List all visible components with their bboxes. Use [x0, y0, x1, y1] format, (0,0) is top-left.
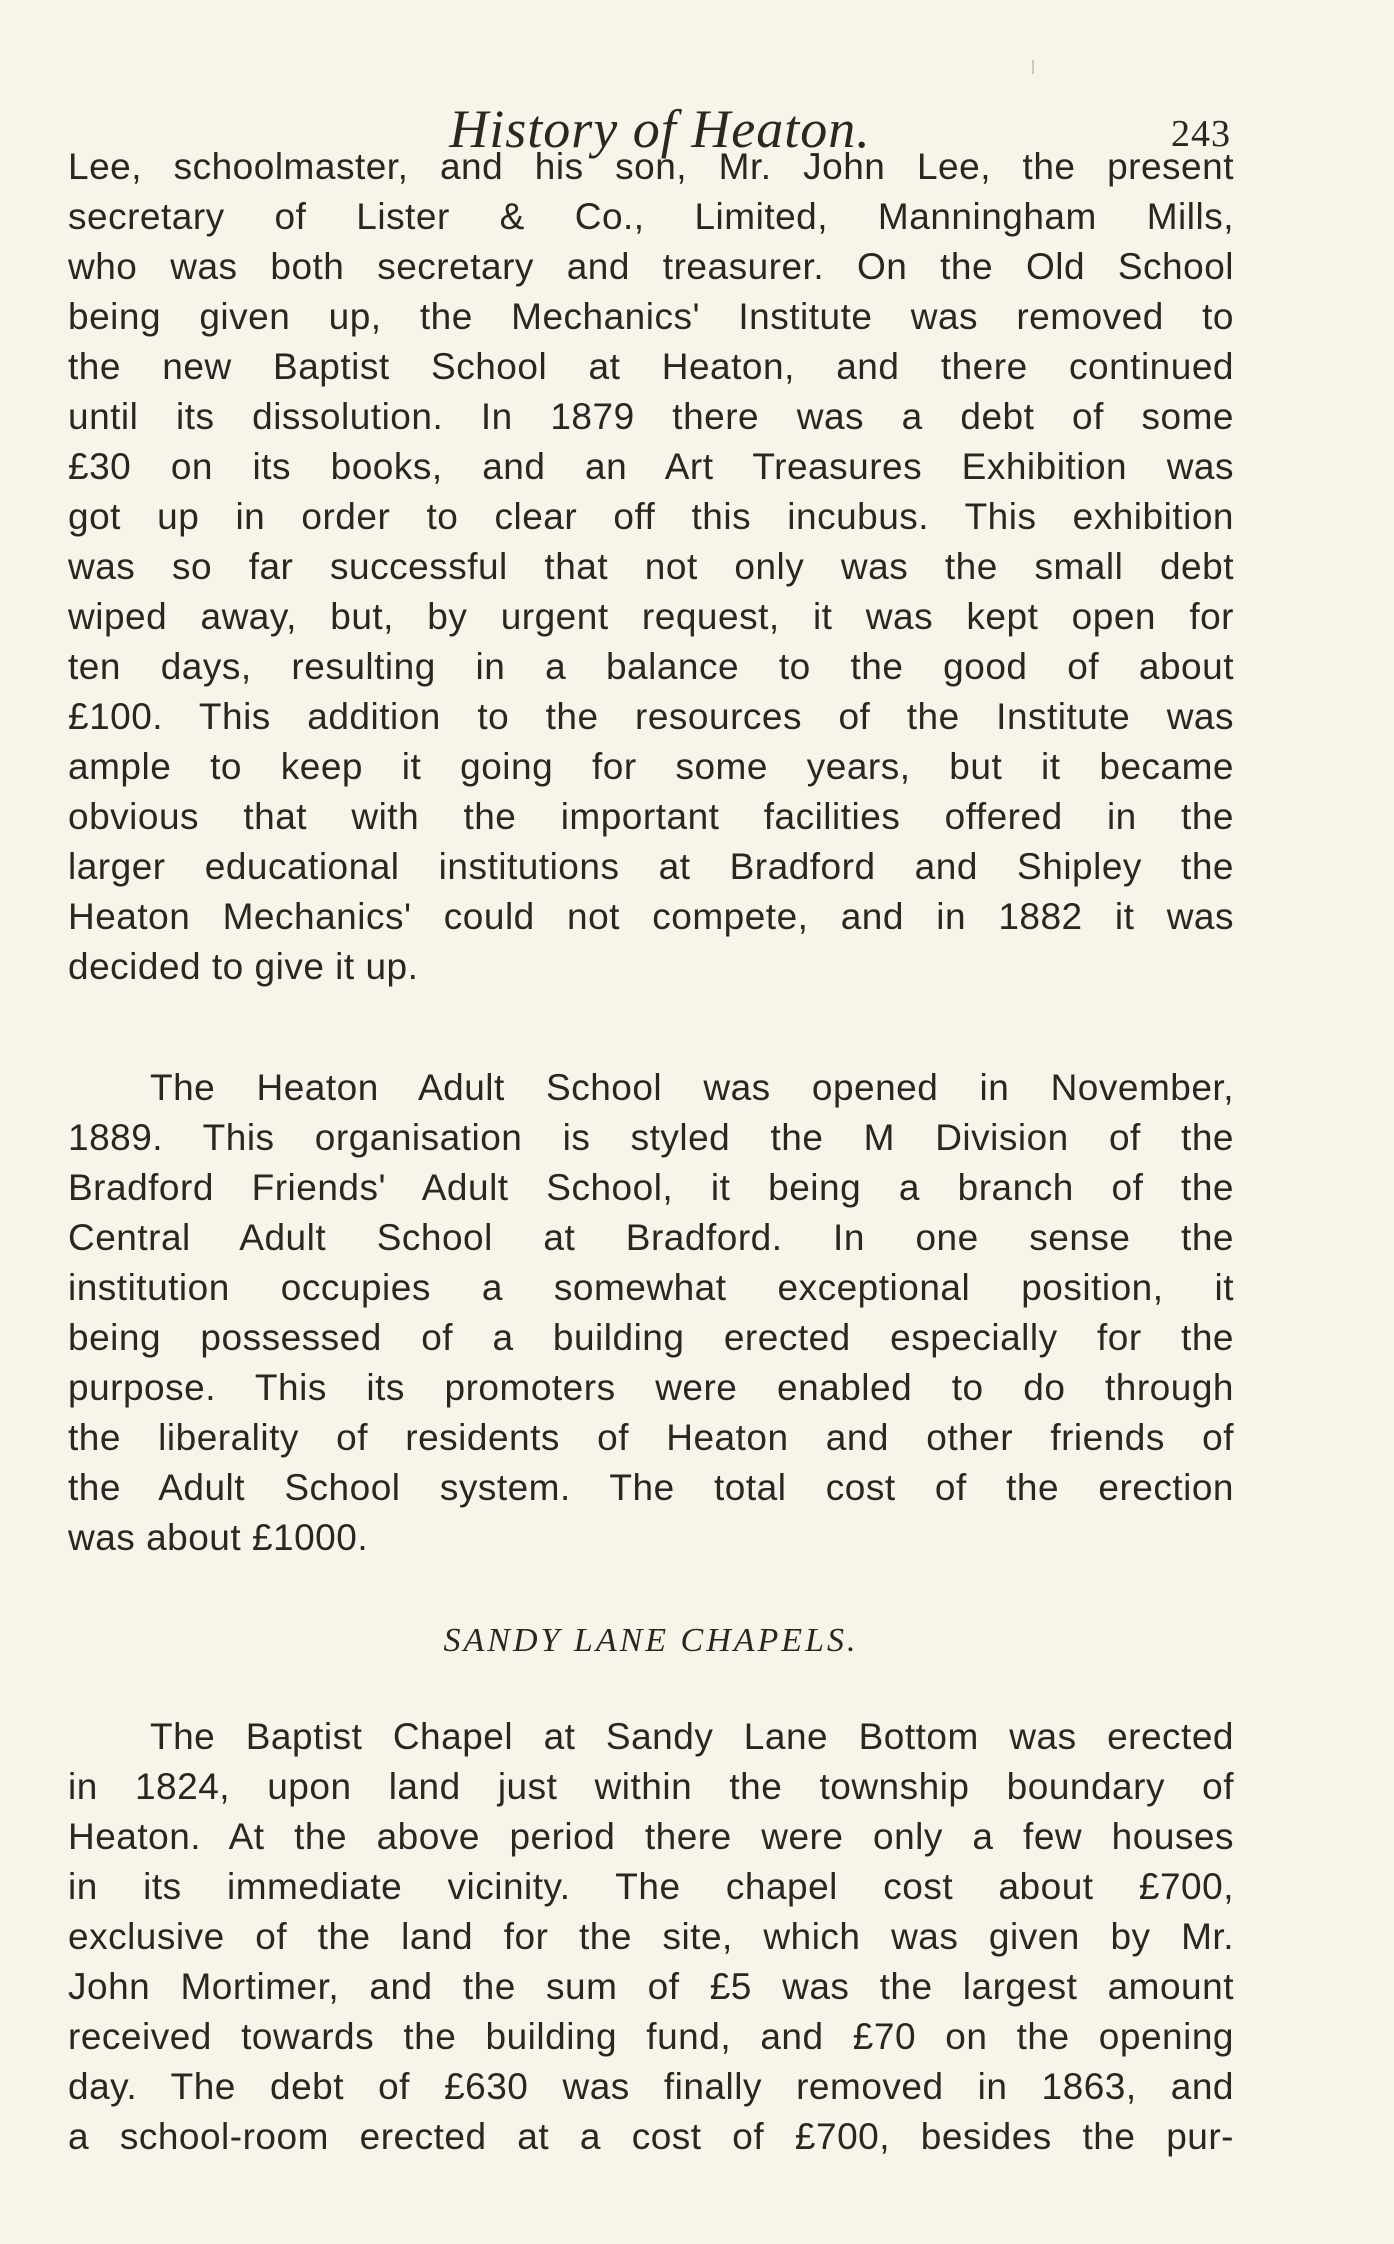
- text-line: a school-room erected at a cost of £700, besides the pur-: [68, 2116, 1234, 2157]
- text-line: obvious that with the important facilities offered in the: [68, 796, 1234, 837]
- paragraph-mechanics-institute: [68, 142, 1234, 992]
- text-line: the Adult School system. The total cost of the erection: [68, 1467, 1234, 1508]
- text-line: exclusive of the land for the site, which was given by Mr.: [68, 1916, 1234, 1957]
- text-line: until its dissolution. In 1879 there was a debt of some: [68, 396, 1234, 437]
- text-line: being given up, the Mechanics' Institute was removed to: [68, 296, 1234, 337]
- text-line: ample to keep it going for some years, but it became: [68, 746, 1234, 787]
- text-line: wiped away, but, by urgent request, it was kept open for: [68, 596, 1234, 637]
- text-line: Heaton. At the above period there were only a few houses: [68, 1816, 1234, 1857]
- text-line: secretary of Lister & Co., Limited, Manningham Mills,: [68, 196, 1234, 237]
- text-line: decided to give it up.: [68, 946, 419, 987]
- print-mark: [1032, 60, 1034, 74]
- text-line: £100. This addition to the resources of the Institute was: [68, 696, 1234, 737]
- text-line: in its immediate vicinity. The chapel cost about £700,: [68, 1866, 1234, 1907]
- text-line: Central Adult School at Bradford. In one sense the: [68, 1217, 1234, 1258]
- text-line: being possessed of a building erected especially for the: [68, 1317, 1234, 1358]
- text-line: the liberality of residents of Heaton and other friends of: [68, 1417, 1234, 1458]
- text-line: in 1824, upon land just within the township boundary of: [68, 1766, 1234, 1807]
- text-line: was so far successful that not only was the small debt: [68, 546, 1234, 587]
- text-line: 1889. This organisation is styled the M Division of the: [68, 1117, 1234, 1158]
- text-line: Lee, schoolmaster, and his son, Mr. John Lee, the present: [68, 146, 1234, 187]
- text-line: received towards the building fund, and £70 on the opening: [68, 2016, 1234, 2057]
- text-line: The Baptist Chapel at Sandy Lane Bottom was erected: [150, 1716, 1234, 1757]
- text-line: Heaton Mechanics' could not compete, and in 1882 it was: [68, 896, 1234, 937]
- text-line: who was both secretary and treasurer. On the Old School: [68, 246, 1234, 287]
- text-line: larger educational institutions at Bradford and Shipley the: [68, 846, 1234, 887]
- text-line: Bradford Friends' Adult School, it being a branch of the: [68, 1167, 1234, 1208]
- paragraph-adult-school: [68, 1063, 1234, 1563]
- text-line: John Mortimer, and the sum of £5 was the largest amount: [68, 1966, 1234, 2007]
- text-line: £30 on its books, and an Art Treasures Exhibition was: [68, 446, 1234, 487]
- text-line: got up in order to clear off this incubus. This exhibition: [68, 496, 1234, 537]
- text-line: was about £1000.: [68, 1517, 369, 1558]
- text-line: institution occupies a somewhat exceptional position, it: [68, 1267, 1234, 1308]
- page-number: 243: [1171, 113, 1231, 155]
- running-title: History of Heaton.: [449, 99, 871, 159]
- text-line: day. The debt of £630 was finally removed in 1863, and: [68, 2066, 1234, 2107]
- text-line: ten days, resulting in a balance to the good of about: [68, 646, 1234, 687]
- section-heading: SANDY LANE CHAPELS.: [443, 1622, 859, 1659]
- text-line: purpose. This its promoters were enabled to do through: [68, 1367, 1234, 1408]
- text-line: The Heaton Adult School was opened in November,: [150, 1067, 1234, 1108]
- text-line: the new Baptist School at Heaton, and there continued: [68, 346, 1234, 387]
- paragraph-baptist-chapel: [68, 1712, 1234, 2162]
